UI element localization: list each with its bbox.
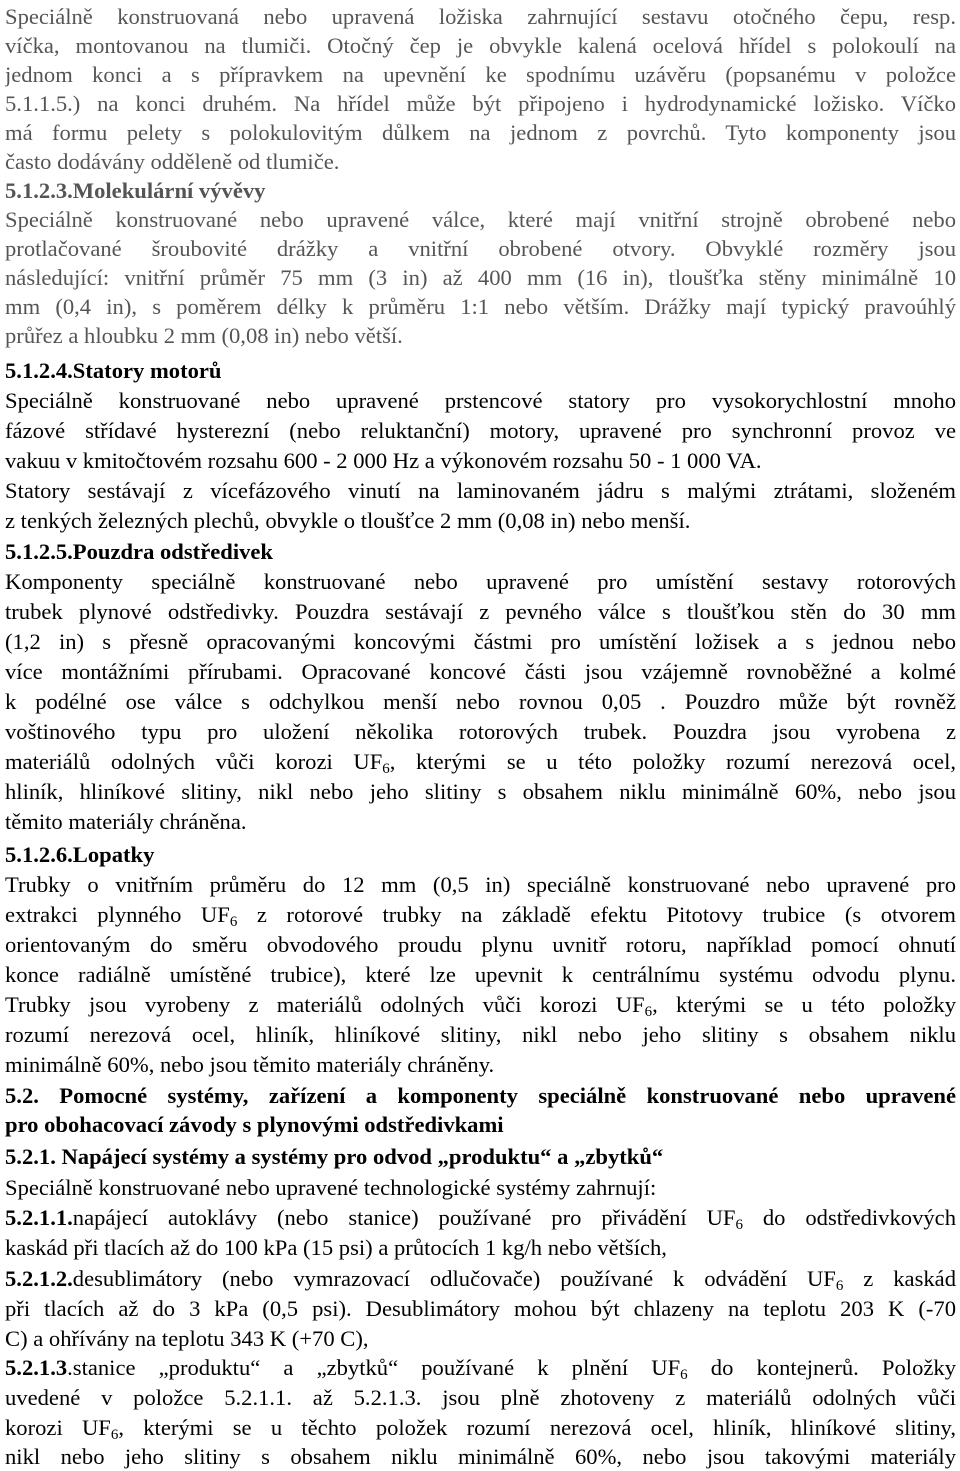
text-segment: , kterými se u těchto položek rozumí nerezová ocel, hliník, hliníkové slitiny, bbox=[118, 1415, 956, 1440]
paragraph-line: uvedené v položce 5.2.1.1. až 5.2.1.3. jsou plně zhotoveny z materiálů odolných vůči bbox=[5, 1385, 956, 1410]
paragraph-line: C) a ohřívány na teplotu 343 K (+70 C), bbox=[5, 1326, 369, 1351]
paragraph-line: Statory sestávají z vícefázového vinutí na laminovaném jádru s malými ztrátami, složeném bbox=[5, 478, 956, 503]
paragraph-line: fázové střídavé hysterezní (nebo reluktanční) motory, upravené pro synchronní provoz ve bbox=[5, 418, 956, 443]
section-heading-5-1-2-4: 5.1.2.4.Statory motorů bbox=[5, 358, 222, 383]
text-segment: do odstředivkových bbox=[742, 1205, 956, 1230]
paragraph-line: při tlacích až do 3 kPa (0,5 psi). Desublimátory mohou být chlazeny na teplotu 203 K (-70 bbox=[5, 1296, 956, 1321]
subscript: 6 bbox=[229, 914, 238, 929]
section-heading-5-2-cont: pro obohacovací závody s plynovými odstředivkami bbox=[5, 1112, 504, 1137]
paragraph-line: následující: vnitřní průměr 75 mm (3 in) až 400 mm (16 in), tloušťka stěny minimálně 10 bbox=[5, 265, 956, 290]
subscript: 6 bbox=[835, 1278, 844, 1293]
paragraph-line: k podélné ose válce s odchylkou menší nebo rovnou 0,05 . Pouzdro může být rovněž bbox=[5, 689, 956, 714]
section-heading-5-1-2-3: 5.1.2.3.Molekulární vývěvy bbox=[5, 178, 266, 203]
item-number: 5.2.1.3 bbox=[5, 1355, 68, 1380]
subscript: 6 bbox=[382, 761, 390, 776]
paragraph-line: průřez a hloubku 2 mm (0,08 in) nebo větší. bbox=[5, 323, 403, 348]
paragraph-line: často dodávány odděleně od tlumiče. bbox=[5, 149, 340, 174]
item-number: 5.2.1.2. bbox=[5, 1266, 73, 1291]
section-heading-5-1-2-6: 5.1.2.6.Lopatky bbox=[5, 842, 155, 867]
text-segment: napájecí autoklávy (nebo stanice) používané pro přivádění UF bbox=[72, 1205, 736, 1230]
paragraph-line: konce radiálně umístěné trubice), které lze upevnit k centrálnímu systému odvodu plynu. bbox=[5, 962, 956, 987]
text-segment: Trubky jsou vyrobeny z materiálů odolných vůči korozi UF bbox=[5, 992, 645, 1017]
paragraph-line: orientovaným do směru obvodového proudu plynu uvnitř rotoru, například pomocí ohnutí bbox=[5, 932, 956, 957]
subscript: 6 bbox=[735, 1217, 743, 1232]
paragraph-line: Komponenty speciálně konstruované nebo upravené pro umístění sestavy rotorových bbox=[5, 569, 956, 594]
paragraph-line: Speciálně konstruovaná nebo upravená ložiska zahrnující sestavu otočného čepu, resp. bbox=[5, 4, 956, 29]
paragraph-line: (1,2 in) s přesně opracovanými koncovými částmi pro umístění ložisek a s jednou nebo bbox=[5, 629, 956, 654]
text-segment: z rotorové trubky na základě efektu Pitotovy trubice (s otvorem bbox=[237, 902, 956, 927]
text-segment: korozi UF bbox=[5, 1415, 111, 1440]
paragraph-line: vakuu v kmitočtovém rozsahu 600 - 2 000 Hz a výkonovém rozsahu 50 - 1 000 VA. bbox=[5, 448, 762, 473]
list-item-5-2-1-2 bbox=[5, 1264, 956, 1293]
paragraph-line: protlačované šroubovité drážky a vnitřní obrobené otvory. Obvyklé rozměry jsou bbox=[5, 236, 956, 261]
paragraph-line: nikl nebo jeho slitiny s obsahem niklu minimálně 60%, nebo jsou takovými materiály bbox=[5, 1444, 956, 1469]
paragraph-line: 5.1.1.5.) na konci druhém. Na hřídel může být připojeno i hydrodynamické ložisko. Víčko bbox=[5, 91, 956, 116]
paragraph-line: rozumí nerezová ocel, hliník, hliníkové slitiny, nikl nebo jeho slitiny s obsahem niklu bbox=[5, 1022, 956, 1047]
paragraph-line: voštinového typu pro uložení několika rotorových trubek. Pouzdra jsou vyrobena z bbox=[5, 719, 956, 744]
paragraph-line: Trubky o vnitřním průměru do 12 mm (0,5 in) speciálně konstruované nebo upravené pro bbox=[5, 872, 956, 897]
paragraph-line: trubek plynové odstředivky. Pouzdra sestávají z pevného válce s tloušťkou stěn do 30 mm bbox=[5, 599, 956, 624]
text-segment: materiálů odolných vůči korozi UF bbox=[5, 749, 383, 774]
paragraph-line: jednom konci a s přípravkem na upevnění ke spodnímu uzávěru (popsanému v položce bbox=[5, 62, 956, 87]
subscript: 6 bbox=[644, 1004, 653, 1019]
paragraph-line: těmito materiály chráněna. bbox=[5, 809, 247, 834]
list-item-5-2-1-1 bbox=[5, 1203, 956, 1232]
paragraph-line bbox=[5, 990, 956, 1019]
text-segment: extrakci plynného UF bbox=[5, 902, 230, 927]
paragraph-line: minimálně 60%, nebo jsou těmito materiály chráněny. bbox=[5, 1052, 495, 1077]
list-item-5-2-1-3 bbox=[5, 1353, 956, 1382]
paragraph-line: má formu pelety s polokulovitým důlkem na jednom z povrchů. Tyto komponenty jsou bbox=[5, 120, 956, 145]
paragraph-line: více montážními přírubami. Opracované koncové části jsou vzájemně rovnoběžné a kolmé bbox=[5, 659, 956, 684]
text-segment: , kterými se u této položky bbox=[652, 992, 956, 1017]
paragraph-line bbox=[5, 747, 956, 776]
subscript: 6 bbox=[680, 1367, 688, 1382]
text-segment: desublimátory (nebo vymrazovací odlučovače) používané k odvádění UF bbox=[72, 1266, 836, 1291]
text-segment: do kontejnerů. Položky bbox=[687, 1355, 956, 1380]
paragraph-line bbox=[5, 1413, 956, 1442]
paragraph-line bbox=[5, 900, 956, 929]
text-segment: z kaskád bbox=[843, 1266, 956, 1291]
paragraph-line: kaskád při tlacích až do 100 kPa (15 psi) a průtocích 1 kg/h nebo větších, bbox=[5, 1235, 667, 1260]
text-segment: , kterými se u této položky rozumí nerezová ocel, bbox=[389, 749, 956, 774]
paragraph-line: z tenkých železných plechů, obvykle o tloušťce 2 mm (0,08 in) nebo menší. bbox=[5, 508, 691, 533]
subscript: 6 bbox=[110, 1427, 119, 1442]
paragraph-line: Speciálně konstruované nebo upravené prstencové statory pro vysokorychlostní mnoho bbox=[5, 388, 956, 413]
paragraph-line: Speciálně konstruované nebo upravené technologické systémy zahrnují: bbox=[5, 1175, 657, 1200]
paragraph-line: hliník, hliníkové slitiny, nikl nebo jeho slitiny s obsahem niklu minimálně 60%, nebo jsou bbox=[5, 779, 956, 804]
section-heading-5-2-1: 5.2.1. Napájecí systémy a systémy pro odvod „produktu“ a „zbytků“ bbox=[5, 1144, 664, 1169]
section-heading-5-2: 5.2. Pomocné systémy, zařízení a komponenty speciálně konstruované nebo upravené bbox=[5, 1083, 956, 1108]
section-heading-5-1-2-5: 5.1.2.5.Pouzdra odstředivek bbox=[5, 539, 273, 564]
paragraph-line: mm (0,4 in), s poměrem délky k průměru 1:1 nebo větším. Drážky mají typický pravoúhlý bbox=[5, 294, 956, 319]
paragraph-line: Speciálně konstruované nebo upravené válce, které mají vnitřní strojně obrobené nebo bbox=[5, 207, 956, 232]
item-number: 5.2.1.1. bbox=[5, 1205, 73, 1230]
text-segment: .stanice „produktu“ a „zbytků“ používané k plnění UF bbox=[67, 1355, 681, 1380]
paragraph-line: víčka, montovanou na tlumiči. Otočný čep je obvykle kalená ocelová hřídel s polokoulí na bbox=[5, 33, 956, 58]
